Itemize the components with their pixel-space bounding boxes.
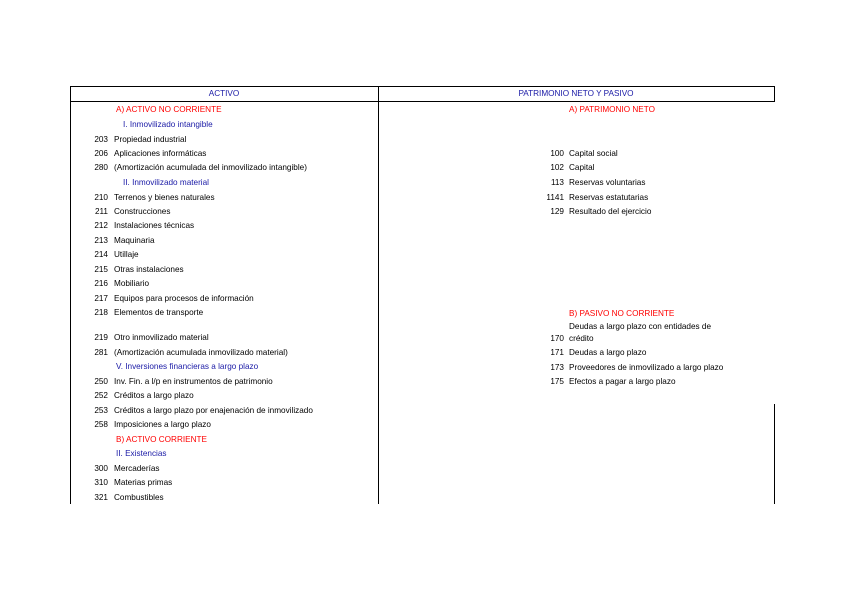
account-code: 280: [94, 163, 108, 172]
account-code: 129: [550, 207, 564, 216]
group-inmovilizado-material: II. Inmovilizado material: [123, 178, 210, 187]
account-name: Resultado del ejercicio: [569, 207, 652, 216]
account-code: 310: [94, 478, 108, 487]
section-patrimonio-neto: A) PATRIMONIO NETO: [569, 105, 655, 114]
account-code: 219: [94, 333, 108, 342]
table-right-border: [774, 86, 775, 101]
account-name: Créditos a largo plazo por enajenación de inmovilizado: [114, 406, 313, 415]
section-activo-no-corriente: A) ACTIVO NO CORRIENTE: [116, 105, 222, 114]
account-name: Equipos para procesos de información: [114, 294, 254, 303]
account-code: 215: [94, 265, 108, 274]
account-code: 300: [94, 464, 108, 473]
header-activo: ACTIVO: [208, 89, 240, 98]
account-name: Construcciones: [114, 207, 171, 216]
account-code: 102: [550, 163, 564, 172]
account-code: 170: [550, 334, 564, 343]
group-inmovilizado-intangible: I. Inmovilizado intangible: [123, 120, 213, 129]
account-code: 258: [94, 420, 108, 429]
account-name: Instalaciones técnicas: [114, 221, 195, 230]
account-code: 213: [94, 236, 108, 245]
group-existencias: II. Existencias: [116, 449, 167, 458]
section-pasivo-no-corriente: B) PASIVO NO CORRIENTE: [569, 309, 675, 318]
account-code: 281: [94, 348, 108, 357]
column-divider: [378, 86, 379, 504]
account-code: 203: [94, 135, 108, 144]
account-code: 210: [94, 193, 108, 202]
account-name: Mobiliario: [114, 279, 150, 288]
account-name: Utillaje: [114, 250, 139, 259]
table-top-border: [70, 86, 775, 87]
account-code: 206: [94, 149, 108, 158]
account-code: 173: [550, 363, 564, 372]
account-code: 1141: [546, 193, 564, 202]
account-code: 171: [550, 348, 564, 357]
account-code: 218: [94, 308, 108, 317]
account-name: Créditos a largo plazo: [114, 391, 194, 400]
account-name: Otro inmovilizado material: [114, 333, 209, 342]
account-name: Aplicaciones informáticas: [114, 149, 207, 158]
account-name: Elementos de transporte: [114, 308, 204, 317]
account-name: Capital social: [569, 149, 618, 158]
header-patrimonio-pasivo: PATRIMONIO NETO Y PASIVO: [518, 89, 634, 98]
account-name: Proveedores de inmovilizado a largo plazo: [569, 363, 724, 372]
deudas-entidades-title: Deudas a largo plazo con entidades de: [569, 322, 712, 331]
account-code: 113: [550, 178, 564, 187]
account-name: (Amortización acumulada del inmovilizado intangible): [114, 163, 307, 172]
account-code: 250: [94, 377, 108, 386]
table-right-border-lower: [774, 404, 775, 504]
account-name: Terrenos y bienes naturales: [114, 193, 215, 202]
account-name: Capital: [569, 163, 595, 172]
account-name: Imposiciones a largo plazo: [114, 420, 211, 429]
account-code: 252: [94, 391, 108, 400]
account-code: 175: [550, 377, 564, 386]
section-activo-corriente: B) ACTIVO CORRIENTE: [116, 435, 207, 444]
account-name: Propiedad industrial: [114, 135, 187, 144]
account-code: 253: [94, 406, 108, 415]
account-name: Deudas a largo plazo: [569, 348, 647, 357]
account-name: Mercaderías: [114, 464, 160, 473]
account-name: Materias primas: [114, 478, 173, 487]
account-name: (Amortización acumulada inmovilizado material): [114, 348, 288, 357]
account-name: Inv. Fin. a l/p en instrumentos de patrimonio: [114, 377, 273, 386]
account-code: 100: [550, 149, 564, 158]
group-inversiones-financieras: V. Inversiones financieras a largo plazo: [116, 362, 259, 371]
account-name: Reservas voluntarias: [569, 178, 646, 187]
account-code: 216: [94, 279, 108, 288]
header-bottom-border: [70, 101, 775, 102]
account-code: 214: [94, 250, 108, 259]
account-name: Efectos a pagar a largo plazo: [569, 377, 676, 386]
account-code: 217: [94, 294, 108, 303]
account-code: 212: [94, 221, 108, 230]
account-name: Reservas estatutarias: [569, 193, 649, 202]
account-code: 321: [94, 493, 108, 502]
account-code: 211: [94, 207, 108, 216]
account-name: Maquinaria: [114, 236, 155, 245]
account-name: Combustibles: [114, 493, 164, 502]
account-name: Otras instalaciones: [114, 265, 184, 274]
account-name: crédito: [569, 334, 594, 343]
